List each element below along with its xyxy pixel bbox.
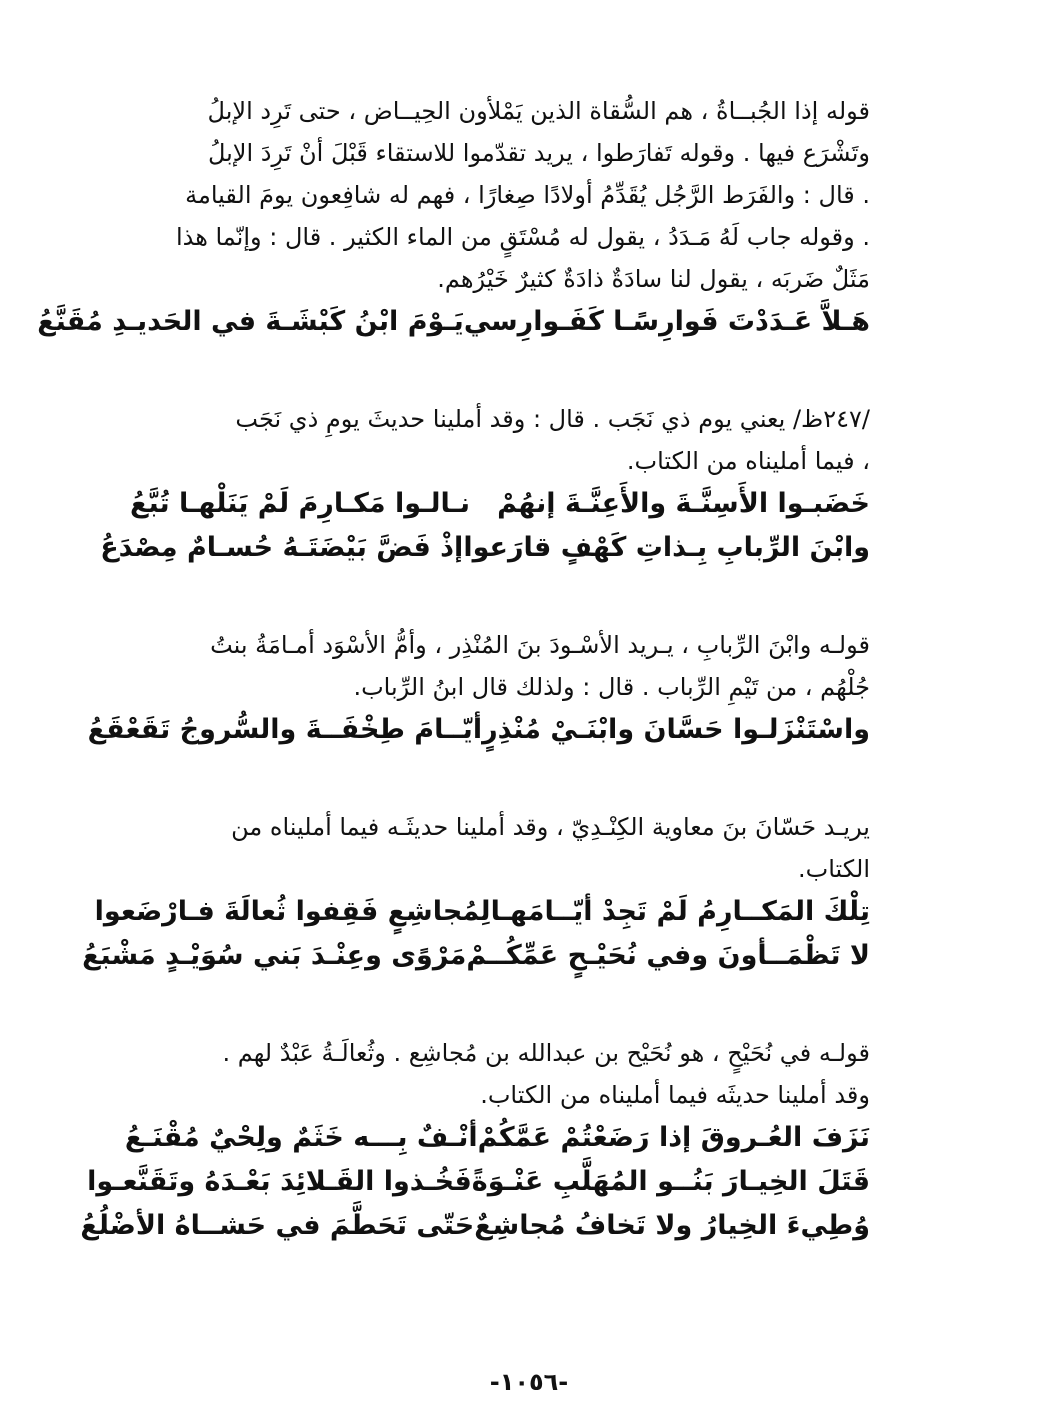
verse-line bbox=[80, 1204, 870, 1248]
verse-line bbox=[94, 890, 870, 934]
paragraph-1 bbox=[130, 90, 870, 300]
verse-second-hemistich: لِمُجاشِعٍ فَقِفوا ثُعالَةَ فـارْضَعوا bbox=[94, 896, 491, 927]
paragraph-line: وتَشْرَع فيها . وقوله تَفارَطوا ، يريد تقدّموا للاستقاء قَبْلَ أنْ تَرِدَ الإبلُ bbox=[207, 139, 870, 167]
paragraph-line: /٢٤٧ظ/ يعني يوم ذي نَجَب . قال : وقد أملينا حديثَ يومِ ذي نَجَب bbox=[235, 405, 870, 433]
verse-line bbox=[82, 934, 870, 978]
paragraph-4 bbox=[130, 806, 870, 890]
section-gap bbox=[130, 752, 870, 806]
paragraph-line: قولـه وابْنَ الرِّبابِ ، يـريد الأسْـودَ بنَ المُنْذِر ، وأمُّ الأسْوَد أمـامَةُ بنتُ bbox=[210, 631, 870, 659]
verse-second-hemistich: أنْـفٌ بِـــه خَثَمٌ ولِحْيٌ مُقْنَـعُ bbox=[124, 1122, 478, 1153]
paragraph-3 bbox=[130, 624, 870, 708]
verse-second-hemistich: مَرْوًى وعِنْـدَ بَني سُوَيْـدٍ مَشْبَعُ bbox=[82, 940, 467, 971]
verse-line bbox=[100, 526, 870, 570]
page-body bbox=[37, 90, 870, 1248]
paragraph-line: جُلْهُم ، من تَيْمِ الرِّباب . قال : ولذلك قال ابنُ الرِّباب. bbox=[353, 673, 870, 701]
paragraph-line: . وقوله جاب لَهُ مَـدَدُ ، يقول له مُسْتَقٍ من الماء الكثير . قال : وإنّما هذا bbox=[175, 223, 870, 251]
verse-second-hemistich: فَخُـذوا القَـلائِدَ بَعْـدَهُ وتَقَنَّعـوا bbox=[87, 1166, 472, 1197]
section-gap bbox=[130, 344, 870, 398]
verse-second-hemistich: إذْ فَضَّ بَيْضَتَـهُ حُسـامٌ مِصْدَعُ bbox=[100, 532, 464, 563]
verse-first-hemistich: وُطِيءَ الخِيارُ ولا تَخافُ مُجاشِعٌ bbox=[474, 1210, 870, 1241]
verse-first-hemistich: هَـلاَّ عَـدَدْتَ فَوارِسًـا كَفَـوارِسي bbox=[463, 306, 870, 337]
verse-first-hemistich: وابْنَ الرِّبابِ بِـذاتِ كَهْفٍ قارَعوا bbox=[463, 532, 870, 563]
verse-first-hemistich: قَتَلَ الخِيـارَ بَنُــو المُهَلَّبِ عَنْـوَةً bbox=[471, 1166, 870, 1197]
paragraph-line: وقد أملينا حديثَه فيما أمليناه من الكتاب. bbox=[480, 1081, 870, 1109]
paragraph-line: قولـه في نُحَيْحٍ ، هو نُحَيْح بن عبدالله بن مُجاشِع . وثُعالَـةُ عَبْدٌ لهم . bbox=[222, 1039, 870, 1067]
verse-second-hemistich: يَـوْمَ ابْنُ كَبْشَـةَ في الحَديـدِ مُقَنَّعُ bbox=[37, 306, 464, 337]
verse-line bbox=[87, 1160, 870, 1204]
section-gap bbox=[130, 570, 870, 624]
verse-first-hemistich: خَضَبـوا الأَسِنَّـةَ والأَعِنَّـةَ إنهُمْ bbox=[497, 488, 870, 519]
verse-second-hemistich: حَتّى تَحَطَّمَ في حَشــاهُ الأضْلُعُ bbox=[80, 1210, 475, 1241]
verse-second-hemistich: نـالـوا مَكـارِمَ لَمْ يَنَلْهـا تُبَّعُ bbox=[130, 488, 471, 519]
paragraph-line: قوله إذا الجُبــاةُ ، هم السُّقاة الذين يَمْلأون الحِيــاض ، حتى تَرِد الإبلُ bbox=[207, 97, 870, 125]
paragraph-5 bbox=[130, 1032, 870, 1116]
paragraph-line: . قال : والفَرَط الرَّجُل يُقَدِّمُ أولادًا صِغارًا ، فهم له شافِعون يومَ القيامة bbox=[185, 181, 870, 209]
paragraph-2 bbox=[130, 398, 870, 482]
verse-first-hemistich: نَزَفَ العُـروقَ إذا رَضَعْتُمْ عَمَّكُمْ bbox=[477, 1122, 870, 1153]
verse-line bbox=[124, 1116, 870, 1160]
verse-second-hemistich: أيّــامَ طِخْفَــةَ والسُّروجُ تَقَعْقَعُ bbox=[87, 714, 483, 745]
page-number: -١٠٥٦- bbox=[489, 1368, 569, 1396]
verse-first-hemistich: لا تَظْمَــأونَ وفي نُحَيْـحٍ عَمِّكُــمْ bbox=[466, 940, 870, 971]
verse-line bbox=[130, 482, 870, 526]
paragraph-line: ، فيما أمليناه من الكتاب. bbox=[626, 447, 870, 475]
verse-first-hemistich: تِلْكَ المَكــارِمُ لَمْ تَجِدْ أيّــامَهـا bbox=[490, 896, 870, 927]
verse-line bbox=[37, 300, 870, 344]
verse-first-hemistich: واسْتَنْزَلـوا حَسَّانَ وابْنَـيْ مُنْذِرٍ bbox=[482, 714, 870, 745]
section-gap bbox=[130, 978, 870, 1032]
paragraph-line: مَثَلٌ ضَربَه ، يقول لنا سادَةٌ ذادَةٌ كثيرٌ خَيْرُهم. bbox=[437, 265, 870, 293]
paragraph-line: الكتاب. bbox=[797, 855, 870, 883]
paragraph-line: يريـد حَسّانَ بنَ معاوية الكِنْـدِيّ ، وقد أملينا حديثَـه فيما أمليناه من bbox=[231, 813, 870, 841]
verse-line bbox=[87, 708, 870, 752]
